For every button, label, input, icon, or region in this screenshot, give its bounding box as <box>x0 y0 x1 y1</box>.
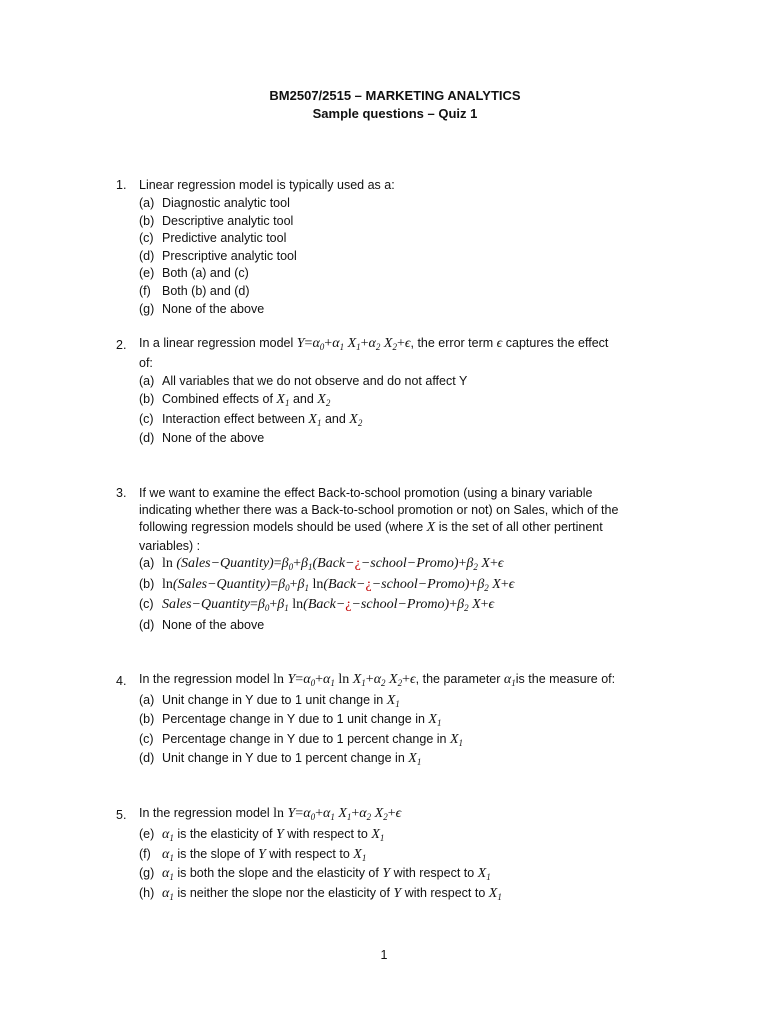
q1-number: 1. <box>116 178 127 192</box>
q2-option-b: (b) Combined effects of $X_1$ and $X_2$ <box>139 392 331 408</box>
q1-option: (f) Both (b) and (d) <box>139 284 250 298</box>
q1-option: (d) Prescriptive analytic tool <box>139 249 297 263</box>
q5-option: (e) $\alpha_1$ is the elasticity of Y with respect to $X_1$ <box>139 827 385 843</box>
q2-option-d: (d) None of the above <box>139 431 265 445</box>
page-number: 1 <box>380 948 388 962</box>
q3-option-a: (a) $\ln (Sales-Quantity)=\beta_0+\beta_1(Back-¿-school-Promo)+\beta_2$ X+ϵ <box>139 556 504 572</box>
q4-option: (a) Unit change in Y due to 1 unit change in $X_1$ <box>139 693 400 709</box>
q1-option: (a) Diagnostic analytic tool <box>139 196 290 210</box>
course-title: BM2507/2515 – MARKETING ANALYTICS <box>269 88 521 103</box>
q1-option: (e) Both (a) and (c) <box>139 266 249 280</box>
q2-text-cont: of: <box>139 356 153 370</box>
q3-line3: following regression models should be used (where X is the set of all other pertinent <box>139 520 603 535</box>
q2-option-a: (a) All variables that we do not observe and do not affect Y <box>139 374 468 388</box>
q1-option: (b) Descriptive analytic tool <box>139 214 294 228</box>
q4-text: In the regression model $\ln Y=\alpha_0+\alpha_1$ $\ln X_1+\alpha_2$ $X_2+\epsilon$, the parameter $\alpha_1is$ the measure of: <box>139 672 616 688</box>
q3-line1: If we want to examine the effect Back-to-school promotion (using a binary variable <box>139 486 593 500</box>
q4-option: (d) Unit change in Y due to 1 percent change in $X_1$ <box>139 751 422 767</box>
q5-option: (f) $\alpha_1$ is the slope of Y with respect to $X_1$ <box>139 847 367 863</box>
q1-option: (g) None of the above <box>139 302 265 316</box>
q1-text: Linear regression model is typically used as a: <box>139 178 395 192</box>
q2-number: 2. <box>116 338 127 352</box>
q3-option-b: (b) $\ln(Sales-Quantity)=\beta_0+\beta_1$ $\ln(Back-¿-school-Promo)+\beta_2$ X+ϵ <box>139 577 515 593</box>
q2-option-c: (c) Interaction effect between $X_1$ and $X_2$ <box>139 412 363 428</box>
q3-number: 3. <box>116 486 127 500</box>
q4-number: 4. <box>116 674 127 688</box>
q5-option: (h) $\alpha_1$ is neither the slope nor the elasticity of Y with respect to $X_1$ <box>139 886 502 902</box>
q4-option: (c) Percentage change in Y due to 1 percent change in $X_1$ <box>139 732 464 748</box>
q3-line4: variables) : <box>139 539 201 553</box>
q5-number: 5. <box>116 808 127 822</box>
q3-option-d: (d) None of the above <box>139 618 265 632</box>
q5-option: (g) $\alpha_1$ is both the slope and the elasticity of Y with respect to $X_1$ <box>139 866 491 882</box>
q3-option-c: (c) $Sales-Quantity=\beta_0+\beta_1$ $\ln(Back-¿-school-Promo)+\beta_2$ X+ϵ <box>139 597 495 613</box>
quiz-subtitle: Sample questions – Quiz 1 <box>312 106 478 121</box>
q5-text: In the regression model $\ln Y=\alpha_0+\alpha_1$ $X_1+\alpha_2$ $X_2+\epsilon$ <box>139 806 402 822</box>
q3-line2: indicating whether there was a Back-to-school promotion or not) on Sales, which of the <box>139 503 619 517</box>
q4-option: (b) Percentage change in Y due to 1 unit change in $X_1$ <box>139 712 442 728</box>
q2-text: In a linear regression model $Y=\alpha_0+\alpha_1$ $X_1+\alpha_2$ $X_2+\epsilon$, the error term ϵ captures the effect <box>139 336 609 352</box>
q1-option: (c) Predictive analytic tool <box>139 231 287 245</box>
